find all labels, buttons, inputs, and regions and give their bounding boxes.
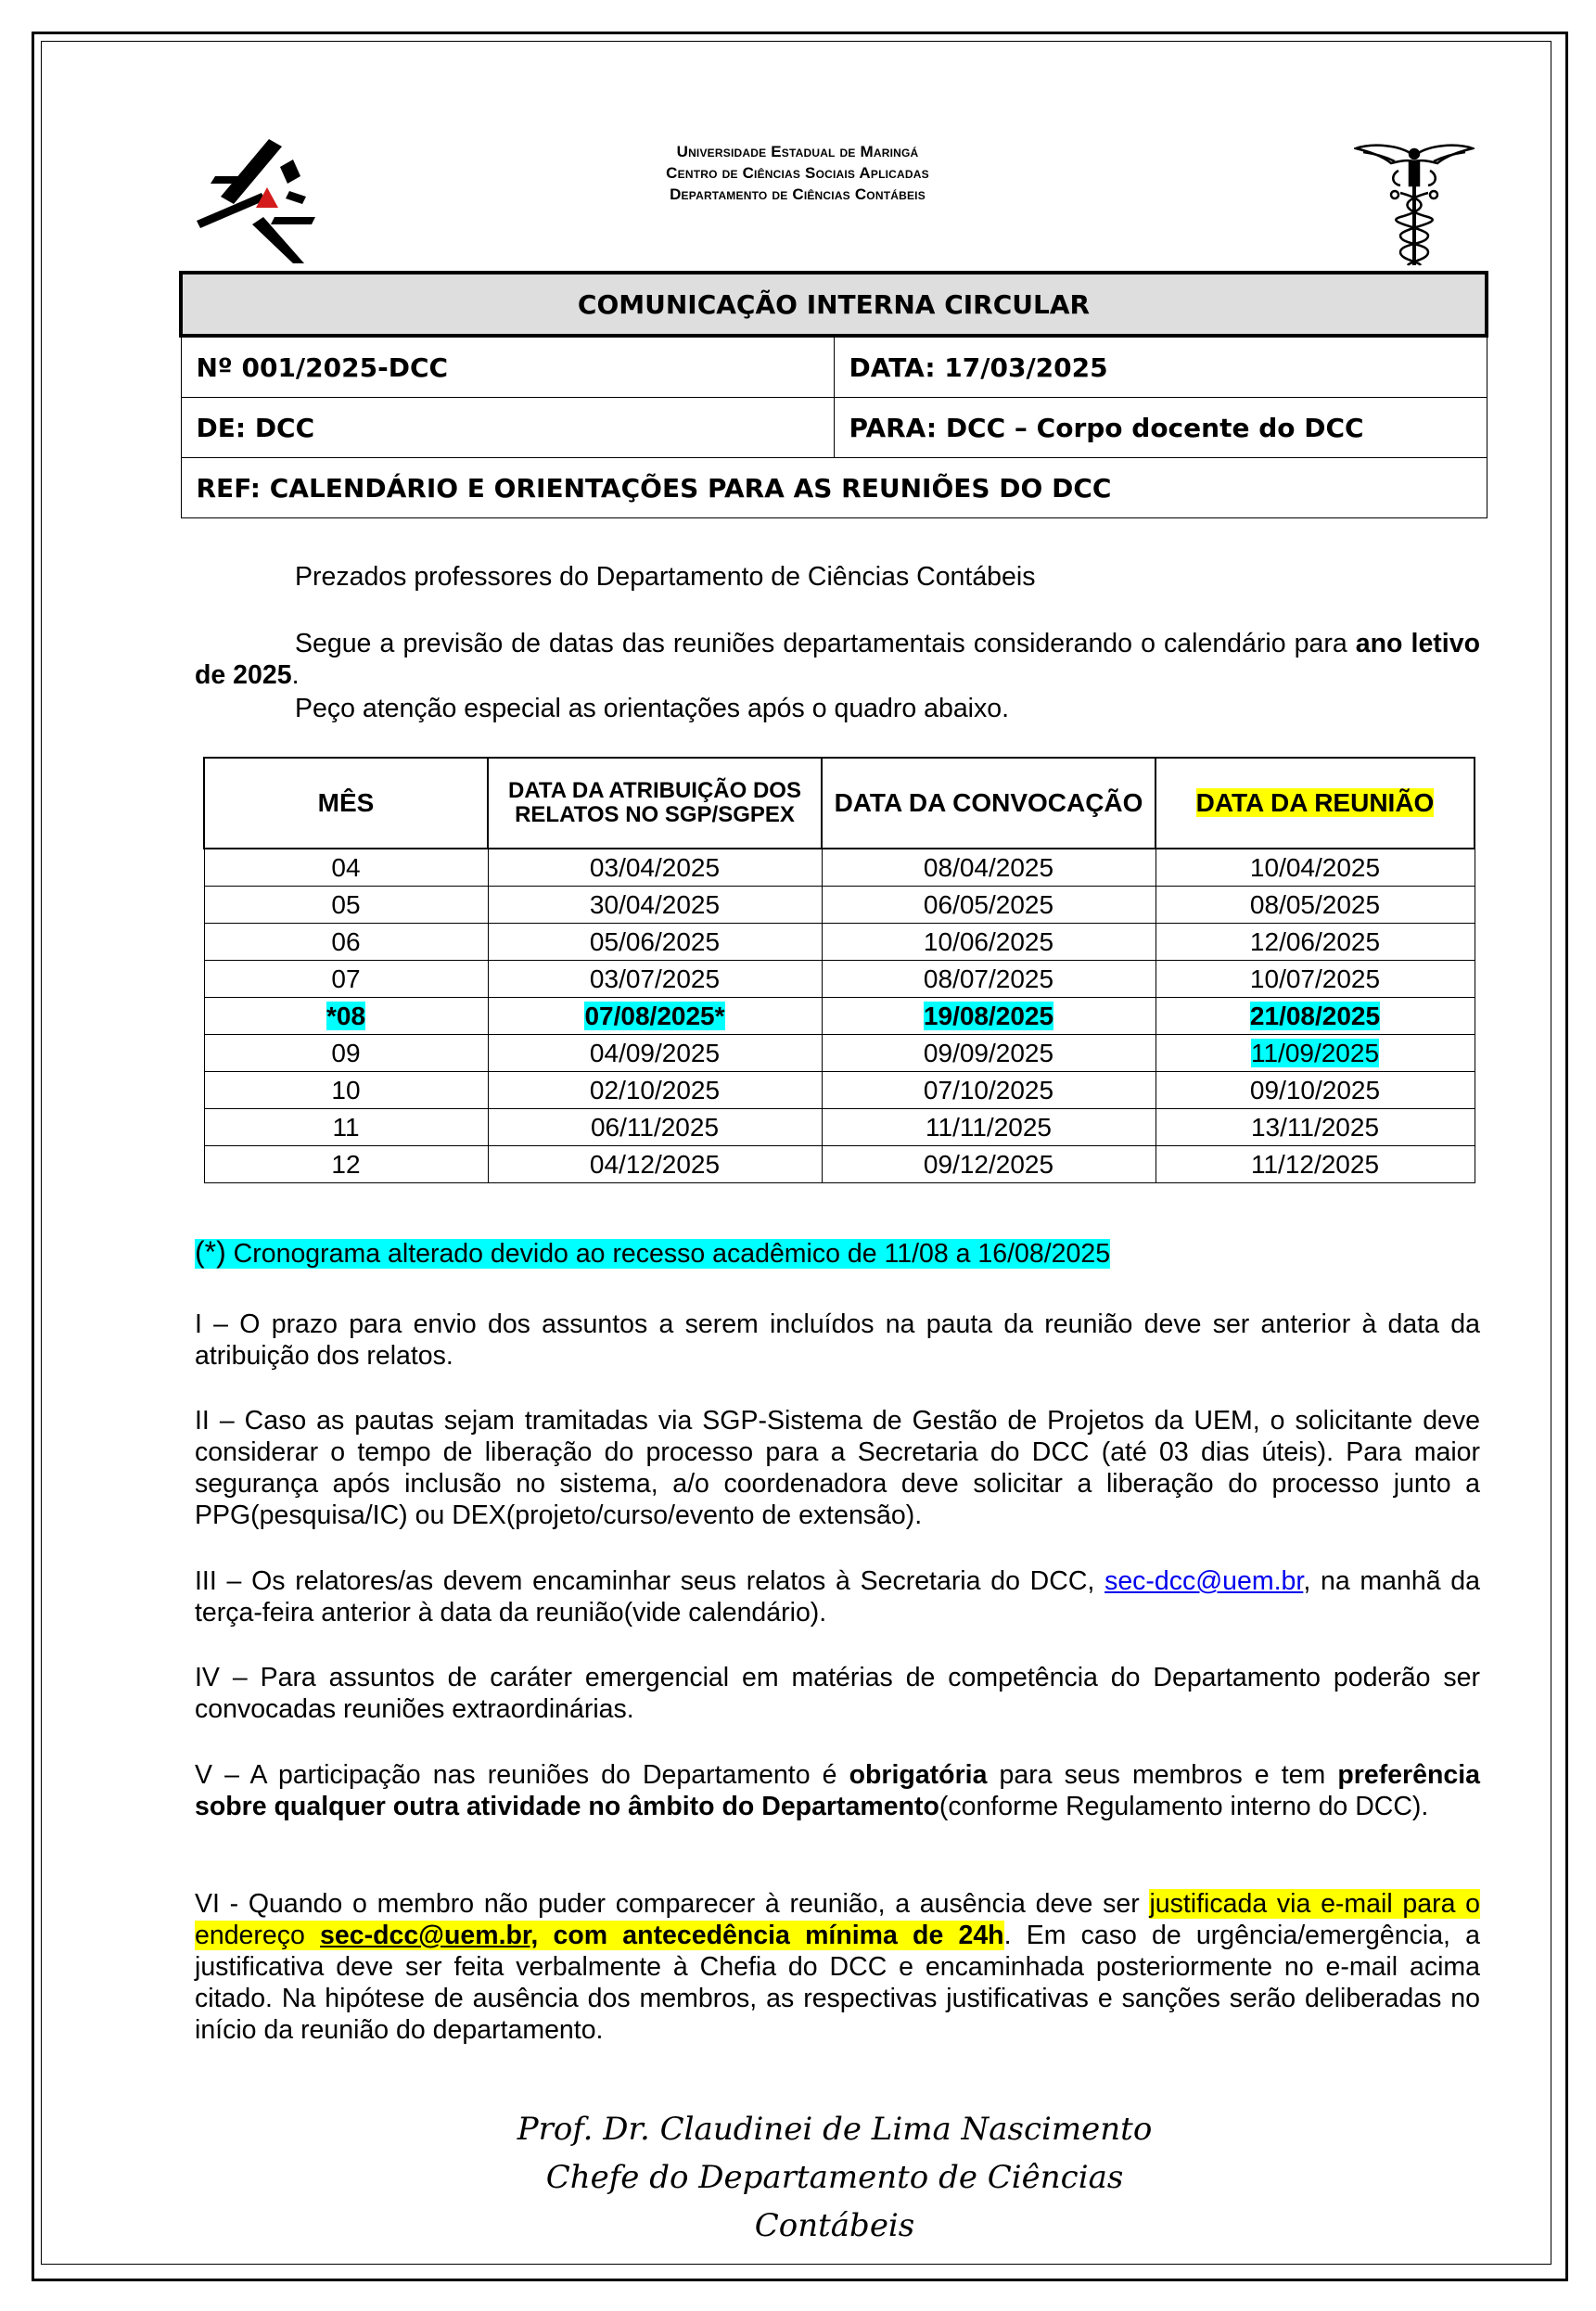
meeting-date-cell: 09/10/2025 (1156, 1072, 1475, 1109)
meeting-calendar-table (203, 757, 1475, 1183)
month-cell (204, 998, 488, 1035)
assignment-date-cell: 03/04/2025 (488, 849, 822, 887)
greeting: Prezados professores do Departamento de Ciências Contábeis (295, 562, 1036, 592)
month-cell: 06 (204, 924, 488, 961)
assignment-date-cell: 30/04/2025 (488, 887, 822, 924)
item-vi (195, 1888, 1480, 2046)
assignment-date-cell: 04/12/2025 (488, 1146, 822, 1183)
item-iii-end: , na manhã da terça-feira anterior à data da reunião(vide calendário). (195, 1566, 1480, 1628)
item-v-bold-preference: preferência sobre qualquer outra atividade no âmbito do Departamento (195, 1760, 1481, 1821)
meeting-date-cell: 11/12/2025 (1156, 1146, 1475, 1183)
header-assignment-date: DATA DA ATRIBUIÇÃO DOS RELATOS NO SGP/SGPEX (488, 758, 822, 849)
convocation-date-highlight: 19/08/2025 (923, 1001, 1054, 1030)
header-month: MÊS (204, 758, 488, 849)
convocation-date-cell: 11/11/2025 (822, 1109, 1156, 1146)
item-v-bold-mandatory: obrigatória (849, 1760, 988, 1790)
assignment-date-cell (488, 998, 822, 1035)
convocation-date-cell: 10/06/2025 (822, 924, 1156, 961)
month-cell: 10 (204, 1072, 488, 1109)
assignment-date-cell: 02/10/2025 (488, 1072, 822, 1109)
note-star: (*) (195, 1235, 226, 1269)
note-body: Cronograma alterado devido ao recesso acadêmico de 11/08 a 16/08/2025 (225, 1239, 1111, 1269)
assignment-date-highlight: 07/08/2025* (584, 1001, 725, 1030)
intro-bold-year: ano letivo de 2025 (195, 629, 1480, 690)
memo-date: DATA: 17/03/2025 (834, 336, 1487, 398)
memo-header-table (179, 271, 1488, 518)
month-cell: 11 (204, 1109, 488, 1146)
convocation-date-cell (822, 998, 1156, 1035)
intro-paragraph (195, 628, 1480, 691)
table-row (204, 1035, 1475, 1072)
header-convocation-date: DATA DA CONVOCAÇÃO (822, 758, 1156, 849)
meeting-date-cell: 10/07/2025 (1156, 961, 1475, 998)
meeting-date-cell (1156, 1035, 1475, 1072)
meeting-date-highlight: 11/09/2025 (1250, 1038, 1380, 1067)
table-row (204, 887, 1475, 924)
accounting-caduceus-icon (1354, 139, 1475, 269)
meeting-date-cell: 08/05/2025 (1156, 887, 1475, 924)
signature-name: Prof. Dr. Claudinei de Lima Nascimento (517, 2111, 1153, 2148)
item-iii (195, 1565, 1480, 1628)
schedule-note (195, 1236, 1480, 1270)
item-ii: II – Caso as pautas sejam tramitadas via SGP-Sistema de Gestão de Projetos da UEM, o solicitante deve considerar o tempo de liberação do processo para a Secretaria do DCC (até 03 dias úteis). Para maior segurança após inclusão no sistema, a/o coordenadora deve solicitar a liberação do processo junto a PPG(pesquisa/IC) ou DEX(projeto/curso/evento de extensão). (195, 1406, 1480, 1530)
memo-to: PARA: DCC – Corpo docente do DCC (834, 398, 1487, 458)
item-vi-highlight-text: justificada via e-mail para o endereço (195, 1889, 1481, 1950)
month-cell: 05 (204, 887, 488, 924)
item-v (195, 1759, 1480, 1822)
header-meeting-date (1156, 758, 1475, 849)
intro-text: Segue a previsão de datas das reuniões departamentais considerando o calendário para (295, 629, 1356, 658)
secretary-email-link[interactable]: sec-dcc@uem.br (1104, 1566, 1304, 1596)
item-v-text: V – A participação nas reuniões do Departamento é (195, 1760, 849, 1790)
assignment-date-cell: 04/09/2025 (488, 1035, 822, 1072)
department-name: Departamento de Ciências Contábeis (670, 185, 926, 203)
table-row (204, 1146, 1475, 1183)
convocation-date-cell: 08/07/2025 (822, 961, 1156, 998)
header-meeting-date-label: DATA DA REUNIÃO (1195, 788, 1435, 817)
table-row (204, 961, 1475, 998)
item-vi-deadline: com antecedência mínima de 24h (538, 1921, 1004, 1950)
table-row (204, 849, 1475, 887)
memo-title: COMUNICAÇÃO INTERNA CIRCULAR (181, 273, 1487, 336)
memo-number: Nº 001/2025-DCC (181, 336, 834, 398)
month-cell: 09 (204, 1035, 488, 1072)
meeting-date-cell: 10/04/2025 (1156, 849, 1475, 887)
convocation-date-cell: 06/05/2025 (822, 887, 1156, 924)
table-row-highlighted (204, 998, 1475, 1035)
item-vi-end: . Em caso de urgência/emergência, a justificativa deve ser feita verbalmente à Chefia do DCC e encaminhada posteriormente no e-mail acima citado. Na hipótese de ausência dos membros, as respectivas justificativas e sanções serão deliberadas no início da reunião do departamento. (195, 1921, 1480, 2045)
center-name: Centro de Ciências Sociais Aplicadas (666, 164, 929, 182)
convocation-date-cell: 09/12/2025 (822, 1146, 1156, 1183)
assignment-date-cell: 03/07/2025 (488, 961, 822, 998)
assignment-date-cell: 05/06/2025 (488, 924, 822, 961)
schedule-note-text (195, 1235, 1111, 1269)
month-cell: 12 (204, 1146, 488, 1183)
month-cell: 04 (204, 849, 488, 887)
meeting-date-cell: 13/11/2025 (1156, 1109, 1475, 1146)
month-cell: 07 (204, 961, 488, 998)
institution-header (519, 141, 1076, 205)
meeting-date-cell: 12/06/2025 (1156, 924, 1475, 961)
university-name: Universidade Estadual de Maringá (676, 143, 919, 160)
convocation-date-cell: 08/04/2025 (822, 849, 1156, 887)
signature-block (482, 2105, 1187, 2250)
convocation-date-cell: 07/10/2025 (822, 1072, 1156, 1109)
meeting-date-cell (1156, 998, 1475, 1035)
item-i: I – O prazo para envio dos assuntos a serem incluídos na pauta da reunião deve ser anterior à data da atribuição dos relatos. (195, 1309, 1480, 1371)
assignment-date-cell: 06/11/2025 (488, 1109, 822, 1146)
table-row (204, 1072, 1475, 1109)
month-highlight: *08 (326, 1001, 366, 1030)
item-vi-text: VI - Quando o membro não puder comparecer à reunião, a ausência deve ser (195, 1889, 1150, 1919)
item-v-text2: para seus membros e tem (987, 1760, 1338, 1790)
item-iii-text: III – Os relatores/as devem encaminhar seus relatos à Secretaria do DCC, (195, 1566, 1105, 1596)
attention-line: Peço atenção especial as orientações após o quadro abaixo. (295, 694, 1010, 723)
item-v-end: (conforme Regulamento interno do DCC). (938, 1792, 1429, 1821)
table-row (204, 924, 1475, 961)
meeting-date-highlight: 21/08/2025 (1249, 1001, 1381, 1030)
memo-ref: REF: CALENDÁRIO E ORIENTAÇÕES PARA AS REUNIÕES DO DCC (181, 458, 1487, 518)
memo-from: DE: DCC (181, 398, 834, 458)
item-vi-email[interactable]: sec-dcc@uem.br, (320, 1921, 539, 1950)
uem-logo-icon (197, 139, 317, 264)
signature-role: Chefe do Departamento de Ciências Contábeis (545, 2159, 1124, 2244)
convocation-date-cell: 09/09/2025 (822, 1035, 1156, 1072)
table-row (204, 1109, 1475, 1146)
intro-end: . (291, 660, 300, 690)
item-iv: IV – Para assuntos de caráter emergencial em matérias de competência do Departamento poderão ser convocadas reuniões extraordinárias. (195, 1663, 1480, 1724)
